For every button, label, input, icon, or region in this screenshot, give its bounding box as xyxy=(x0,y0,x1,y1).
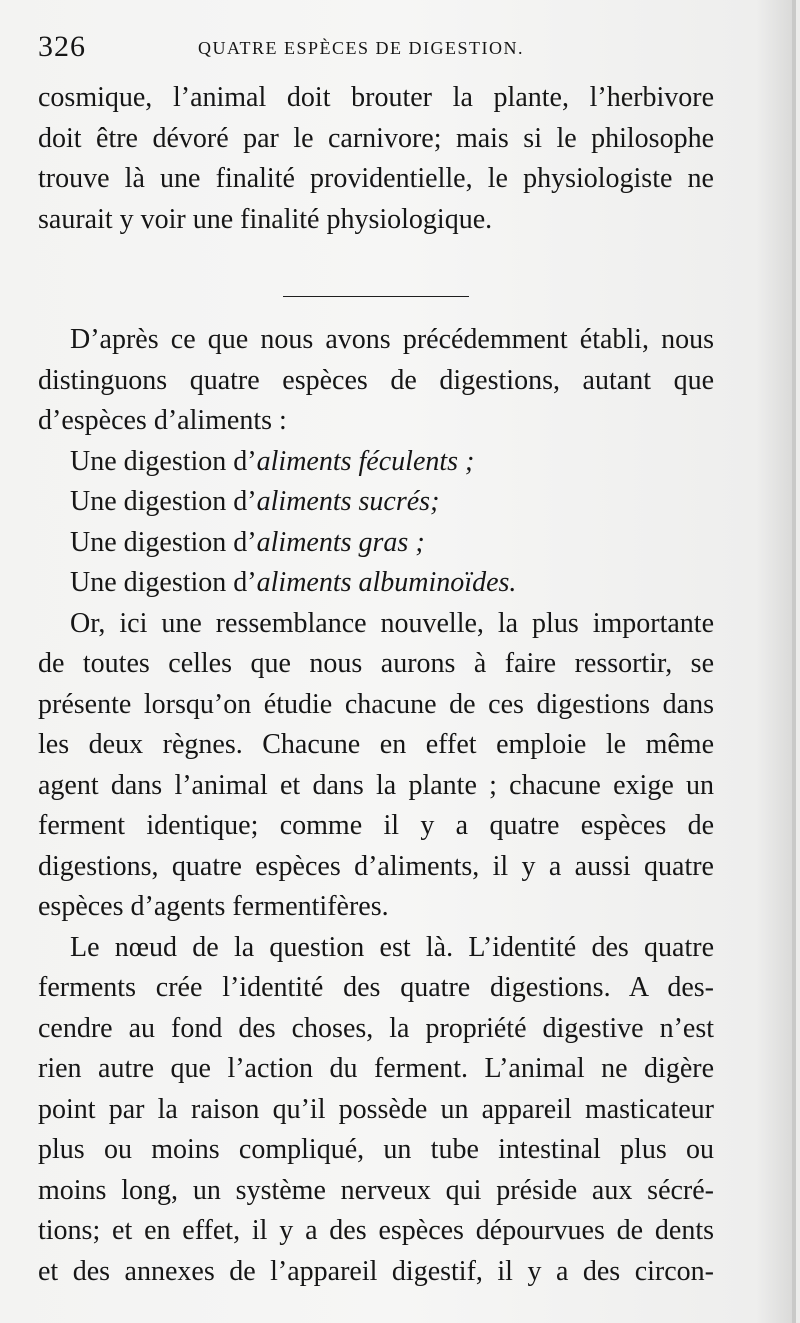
text-line: moins long, un système nerveux qui préside aux sécré- xyxy=(38,1174,714,1206)
horizontal-rule xyxy=(283,296,469,297)
page-number: 326 xyxy=(38,30,86,63)
text-line: tions; et en effet, il y a des espèces dépourvues de dents xyxy=(38,1215,714,1246)
text-line: ferment identique; comme il y a quatre espèces de xyxy=(38,810,714,841)
text-line: Le nœud de la question est là. L’identité des quatre xyxy=(70,931,714,963)
page-header xyxy=(38,30,718,70)
text-line: et des annexes de l’appareil digestif, il y a des circon- xyxy=(38,1255,714,1287)
text-line: doit être dévoré par le carnivore; mais si le philosophe xyxy=(38,122,714,154)
list-item: Une digestion d’aliments sucrés; xyxy=(70,486,440,517)
text-line: saurait y voir une finalité physiologique. xyxy=(38,203,493,235)
text-line: de toutes celles que nous aurons à faire ressortir, se xyxy=(38,648,714,679)
running-head: QUATRE ESPÈCES DE DIGESTION. xyxy=(198,38,525,58)
text-line: D’après ce que nous avons précédemment établi, nous xyxy=(70,324,714,355)
list-item: Une digestion d’aliments féculents ; xyxy=(70,445,475,477)
text-line: Or, ici une ressemblance nouvelle, la plus importante xyxy=(70,607,714,639)
body-text xyxy=(38,78,714,1292)
text-line: cendre au fond des choses, la propriété digestive n’est xyxy=(38,1012,714,1044)
text-line: les deux règnes. Chacune en effet emploie le même xyxy=(38,729,714,760)
text-line: plus ou moins compliqué, un tube intestinal plus ou xyxy=(38,1134,714,1165)
text-line: présente lorsqu’on étudie chacune de ces digestions dans xyxy=(38,688,714,720)
page-edge xyxy=(792,0,796,1323)
section-separator xyxy=(38,240,714,320)
text-line: rien autre que l’action du ferment. L’animal ne digère xyxy=(38,1053,714,1084)
text-line: espèces d’agents fermentifères. xyxy=(38,891,389,922)
text-line: agent dans l’animal et dans la plante ; chacune exige un xyxy=(38,769,714,801)
text-line: d’espèces d’aliments : xyxy=(38,405,287,436)
text-line: trouve là une finalité providentielle, le physiologiste ne xyxy=(38,163,714,194)
text-line: ferments crée l’identité des quatre digestions. A des- xyxy=(38,972,714,1003)
text-line: cosmique, l’animal doit brouter la plante, l’herbivore xyxy=(38,82,714,113)
list-item: Une digestion d’aliments gras ; xyxy=(70,526,425,558)
list-item: Une digestion d’aliments albuminoïdes. xyxy=(70,567,517,598)
text-line: point par la raison qu’il possède un appareil masticateur xyxy=(38,1093,714,1125)
text-line: digestions, quatre espèces d’aliments, il y a aussi quatre xyxy=(38,850,714,882)
text-line: distinguons quatre espèces de digestions, autant que xyxy=(38,364,714,396)
